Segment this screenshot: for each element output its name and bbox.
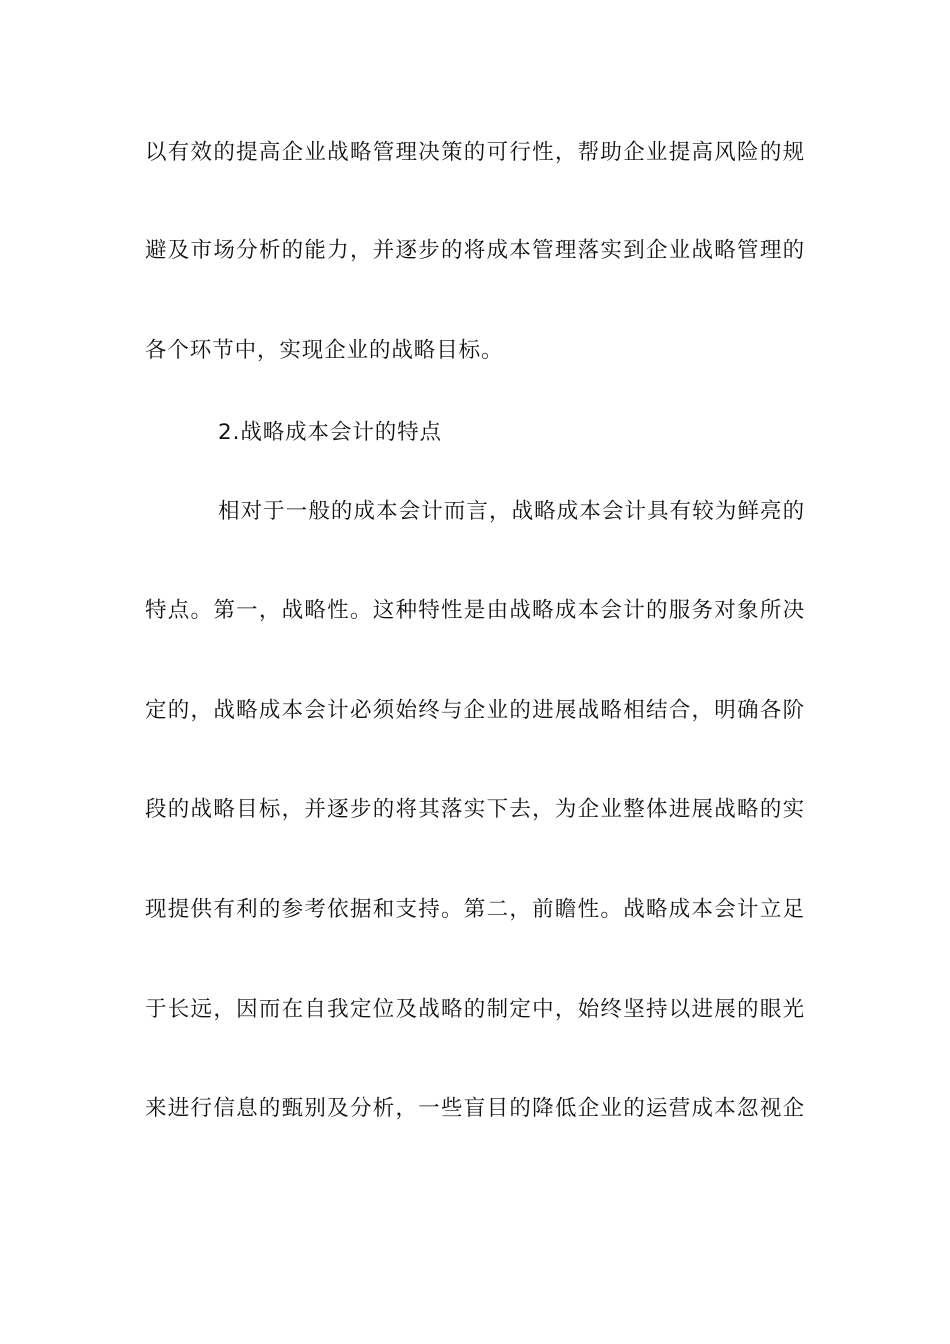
paragraph-line: 来进行信息的甄别及分析，一些盲目的降低企业的运营成本忽视企 [145,1096,805,1121]
paragraph-line: 各个环节中，实现企业的战略目标。 [145,338,504,363]
paragraph-line: 避及市场分析的能力，并逐步的将成本管理落实到企业战略管理的 [145,238,805,263]
paragraph-line: 以有效的提高企业战略管理决策的可行性，帮助企业提高风险的规 [145,140,805,165]
paragraph-line: 特点。第一，战略性。这种特性是由战略成本会计的服务对象所决 [145,598,805,623]
paragraph-line: 相对于一般的成本会计而言，战略成本会计具有较为鲜亮的 [218,499,805,524]
paragraph-line: 定的，战略成本会计必须始终与企业的进展战略相结合，明确各阶 [145,698,805,723]
paragraph-line: 现提供有利的参考依据和支持。第二，前瞻性。战略成本会计立足 [145,897,805,922]
paragraph-line: 段的战略目标，并逐步的将其落实下去，为企业整体进展战略的实 [145,797,805,822]
section-heading: 2.战略成本会计的特点 [218,420,442,445]
paragraph-line: 于长远，因而在自我定位及战略的制定中，始终坚持以进展的眼光 [145,997,805,1022]
